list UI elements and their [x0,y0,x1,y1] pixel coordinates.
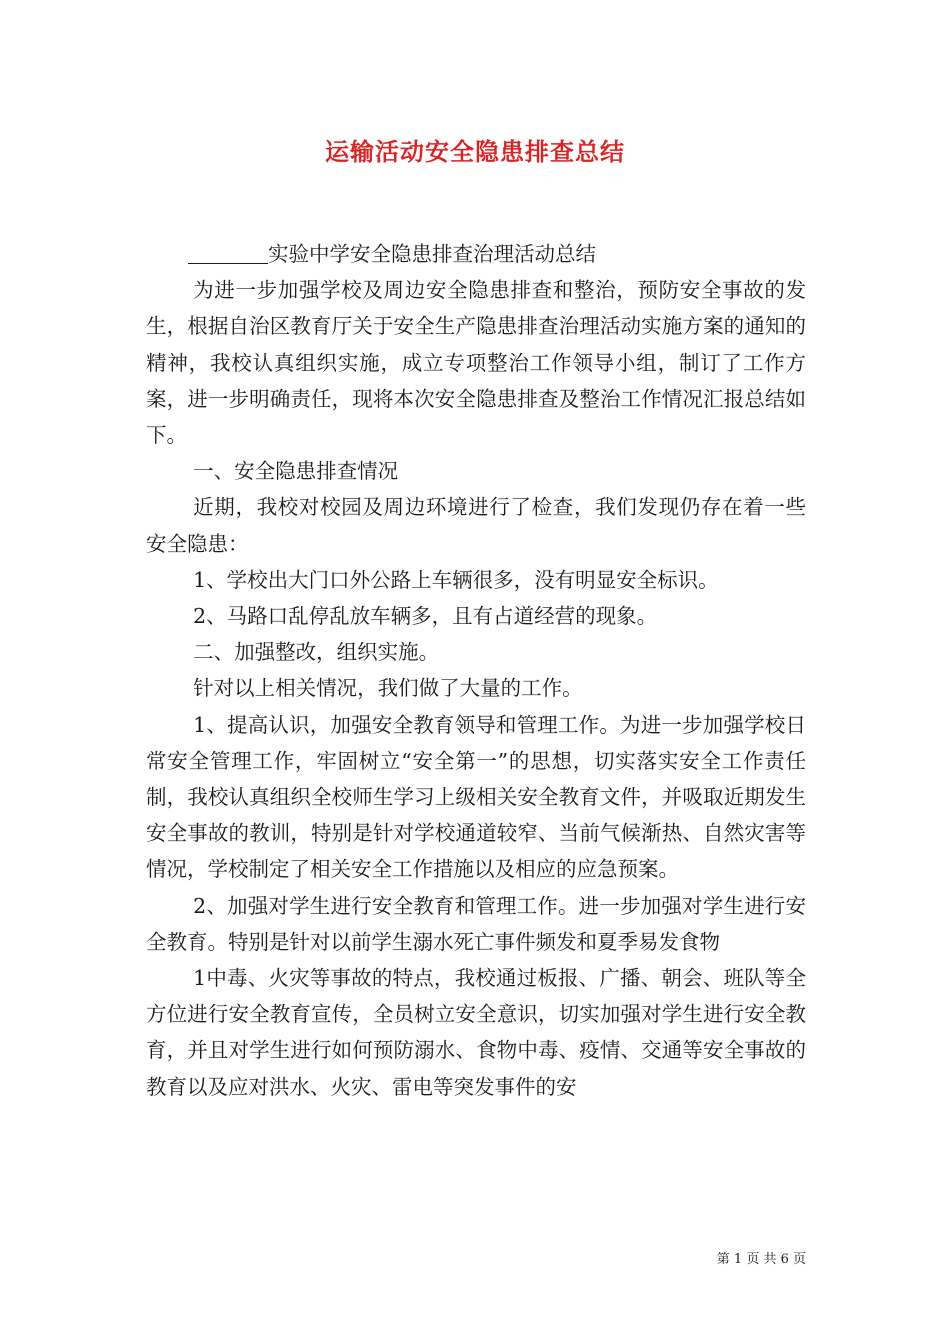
list-item: 2、马路口乱停乱放车辆多，且有占道经营的现象。 [193,604,658,629]
section-heading: 二、加强整改，组织实施。 [193,640,440,665]
paragraph: 1、提高认识，加强安全教育领导和管理工作。为进一步加强学校日常安全管理工作，牢固树立“安全第一”的思想，切实落实安全工作责任制，我校认真组织全校师生学习上级相关安全教育文件，并吸取近期发生安全事故的教训，特别是针对学校通道较窄、当前气候渐热、自然灾害等情况，学校制定了相关安全工作措施以及相应的应急预案。 [146,712,806,882]
paragraph: 针对以上相关情况，我们做了大量的工作。 [193,676,583,701]
document-body [146,236,806,1105]
subtitle-text: 实验中学安全隐患排查治理活动总结 [268,242,596,266]
paragraph: 近期，我校对校园及周边环境进行了检查，我们发现仍存在着一些安全隐患： [146,495,806,556]
list-item: 1、学校出大门口外公路上车辆很多，没有明显安全标识。 [193,567,719,592]
section-heading: 一、安全隐患排查情况 [193,459,399,484]
paragraph: 为进一步加强学校及周边安全隐患排查和整治，预防安全事故的发生，根据自治区教育厅关于安全生产隐患排查治理活动实施方案的通知的精神，我校认真组织实施，成立专项整治工作领导小组，制订了工作方案，进一步明确责任，现将本次安全隐患排查及整治工作情况汇报总结如下。 [146,278,806,448]
document-title: 运输活动安全隐患排查总结 [325,137,625,166]
document-subtitle [146,236,806,272]
page-number: 第 1 页 共 6 页 [716,1252,806,1267]
paragraph: 1中毒、火灾等事故的特点，我校通过板报、广播、朝会、班队等全方位进行安全教育宣传，全员树立安全意识，切实加强对学生进行安全教育，并且对学生进行如何预防溺水、食物中毒、疫情、交通等安全事故的教育以及应对洪水、火灾、雷电等突发事件的安 [146,966,806,1099]
paragraph: 2、加强对学生进行安全教育和管理工作。进一步加强对学生进行安全教育。特别是针对以前学生溺水死亡事件频发和夏季易发食物 [146,893,806,954]
blank-underline [188,241,268,264]
